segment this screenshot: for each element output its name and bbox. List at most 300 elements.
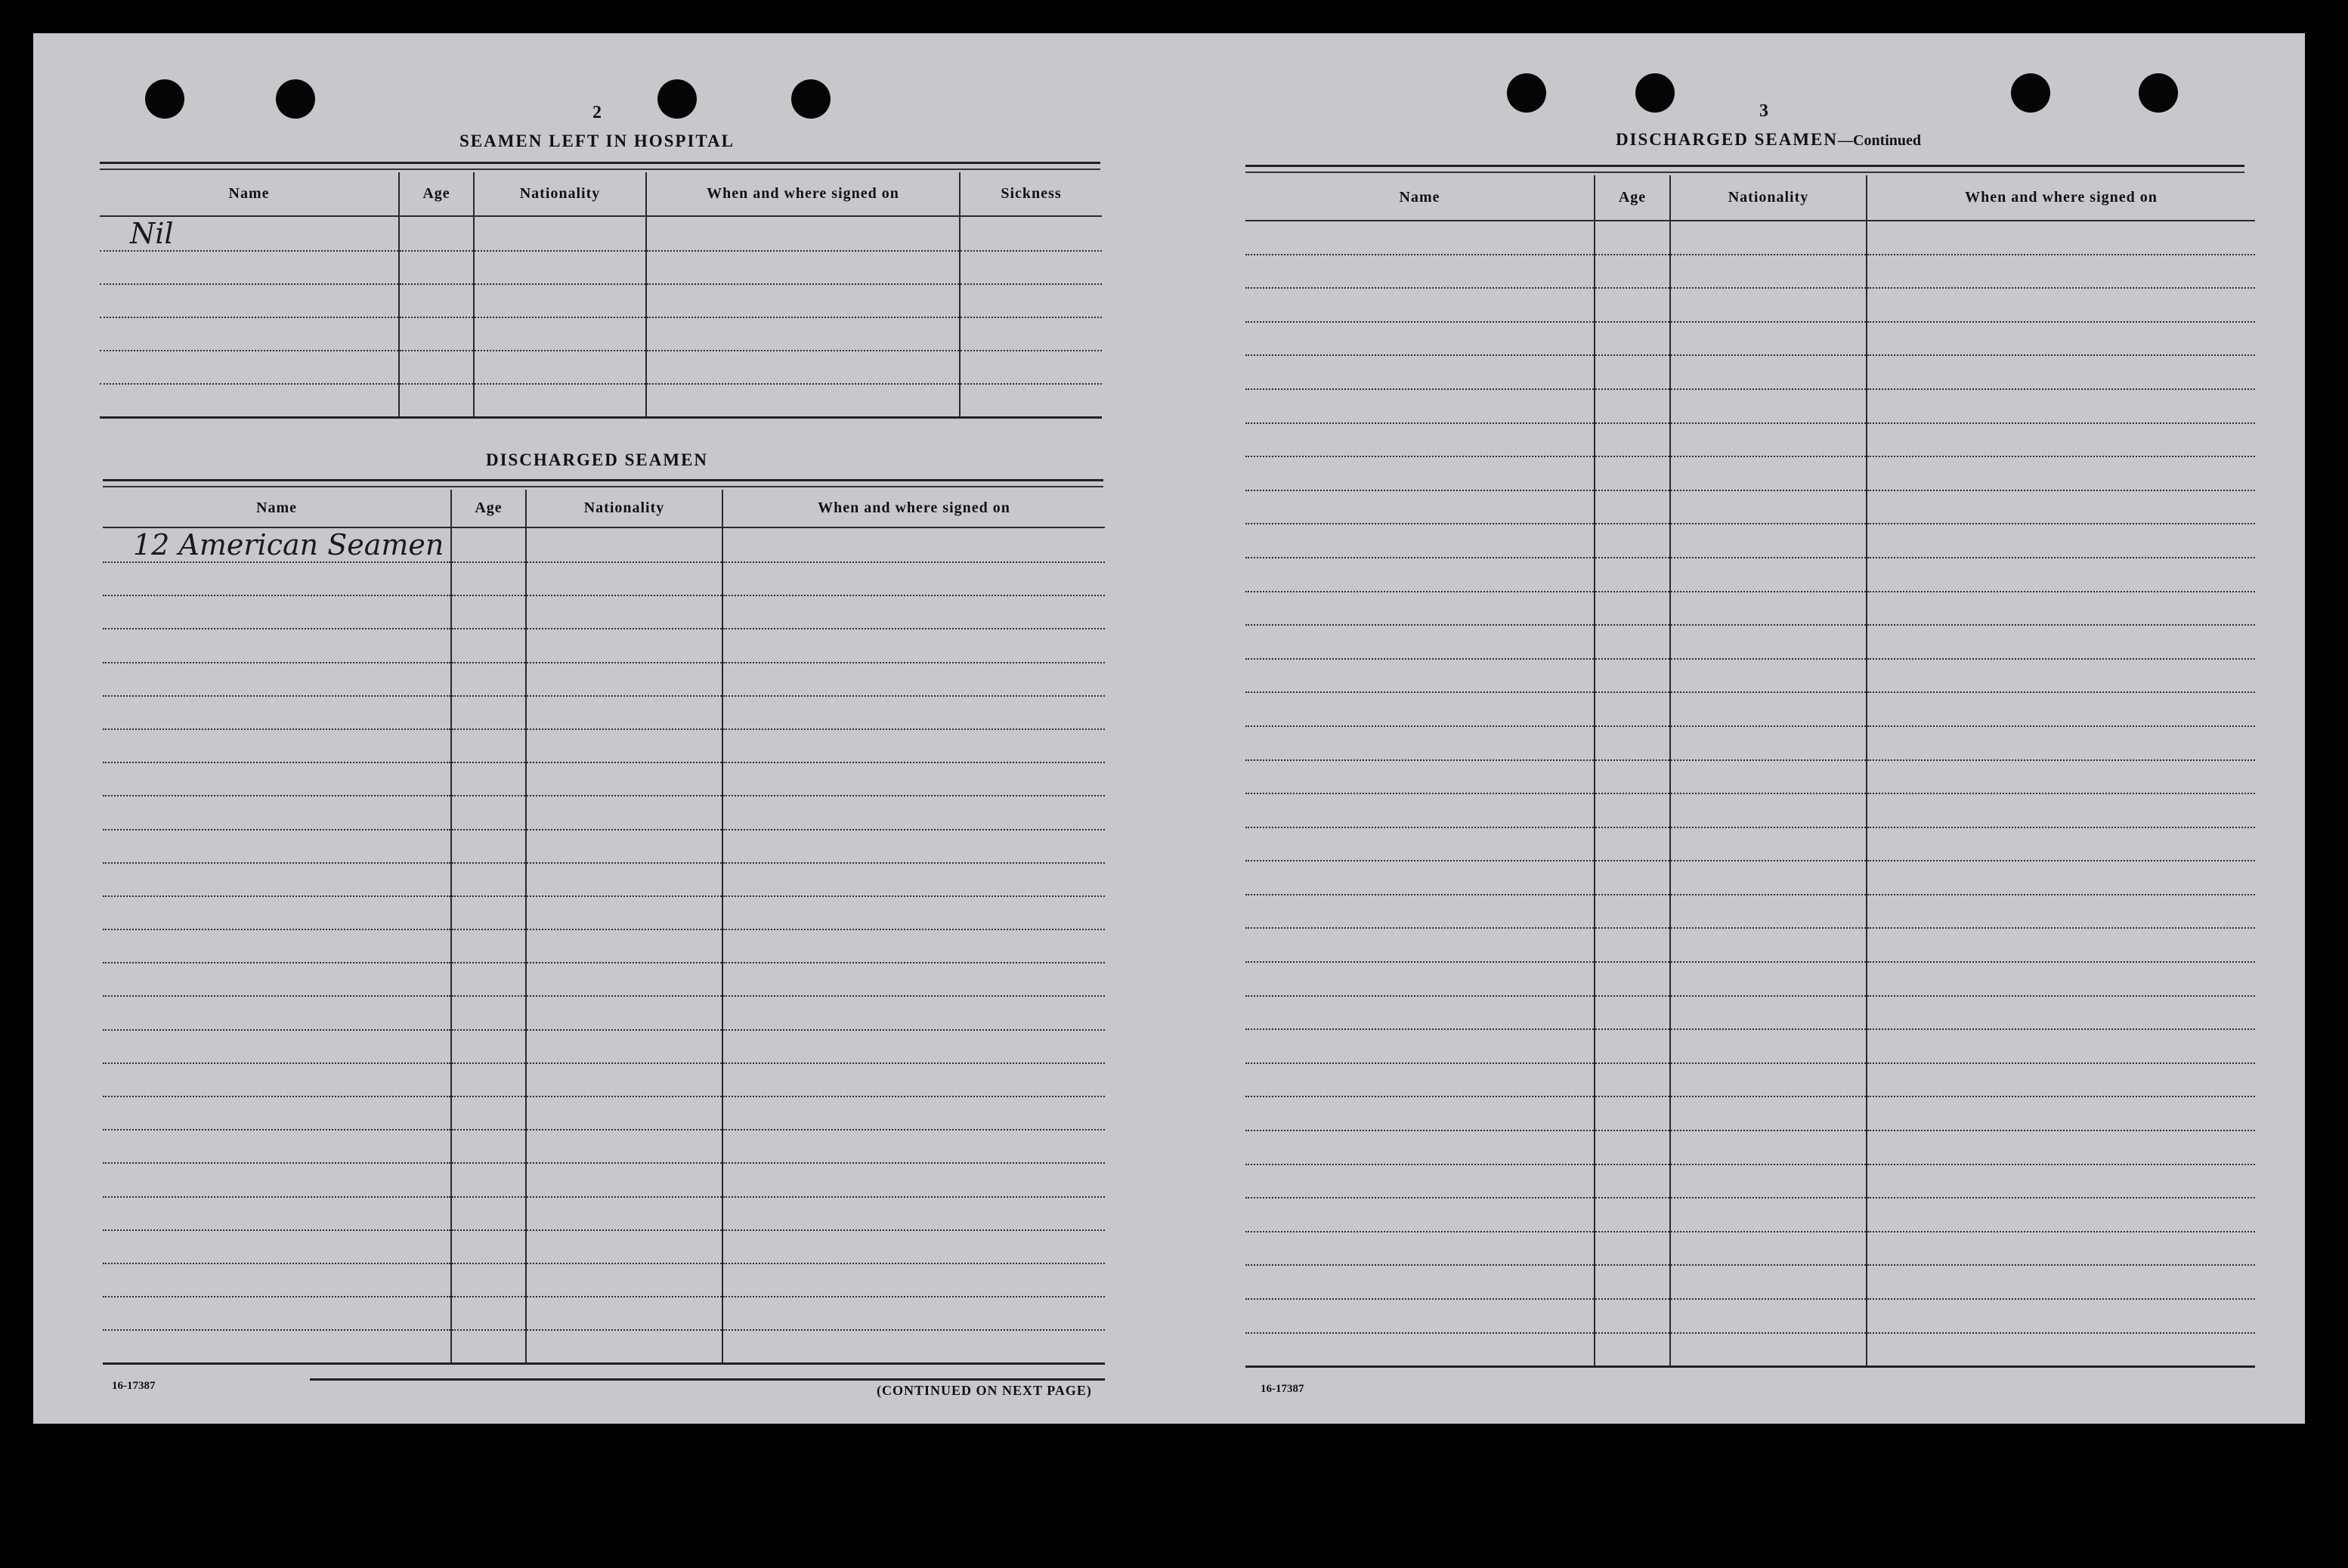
age-cell <box>451 1063 526 1096</box>
age-cell <box>451 1163 526 1196</box>
sickness-cell <box>960 317 1102 351</box>
age-cell <box>1595 524 1670 558</box>
discharged-continued-table <box>1245 175 2255 1368</box>
when-and-where-signed-on-cell <box>646 251 960 284</box>
nationality-cell <box>1670 524 1867 558</box>
table-row <box>103 1063 1105 1096</box>
nationality-cell <box>474 384 646 417</box>
nationality-cell <box>1670 895 1867 929</box>
age-cell <box>1595 389 1670 423</box>
column-header-age: Age <box>451 490 526 527</box>
age-cell <box>399 284 474 317</box>
nationality-cell <box>1670 255 1867 289</box>
sickness-cell <box>960 384 1102 417</box>
when-and-where-signed-on-cell <box>1867 996 2255 1030</box>
table-row <box>1245 1333 2255 1367</box>
table-row <box>103 696 1105 729</box>
sickness-cell <box>960 216 1102 251</box>
table-row <box>103 830 1105 863</box>
name-cell <box>1245 558 1595 592</box>
table-row <box>1245 490 2255 524</box>
age-cell <box>451 562 526 595</box>
age-cell <box>399 351 474 384</box>
when-and-where-signed-on-cell <box>1867 592 2255 626</box>
name-cell <box>1245 827 1595 861</box>
table-row <box>103 1263 1105 1297</box>
nationality-cell <box>1670 1198 1867 1232</box>
when-and-where-signed-on-cell <box>722 562 1105 595</box>
when-and-where-signed-on-cell <box>722 1163 1105 1196</box>
age-cell <box>451 629 526 662</box>
name-cell <box>103 1063 451 1096</box>
age-cell <box>451 863 526 896</box>
name-cell <box>100 284 399 317</box>
age-cell <box>1595 423 1670 457</box>
when-and-where-signed-on-cell <box>1867 389 2255 423</box>
nationality-cell <box>526 762 722 796</box>
table-row <box>1245 1063 2255 1097</box>
nationality-cell <box>526 1163 722 1196</box>
table-row <box>1245 996 2255 1030</box>
when-and-where-signed-on-cell <box>722 595 1105 629</box>
when-and-where-signed-on-cell <box>1867 726 2255 760</box>
nationality-cell <box>526 1063 722 1096</box>
age-cell <box>451 729 526 762</box>
when-and-where-signed-on-cell <box>722 1063 1105 1096</box>
name-cell <box>1245 659 1595 693</box>
name-cell <box>103 896 451 929</box>
when-and-where-signed-on-cell <box>722 1263 1105 1297</box>
page-number: 3 <box>1759 101 1768 121</box>
nationality-cell <box>1670 760 1867 794</box>
when-and-where-signed-on-cell <box>1867 928 2255 962</box>
table-row <box>103 629 1105 662</box>
table-row <box>100 216 1102 251</box>
age-cell <box>451 896 526 929</box>
name-cell <box>1245 793 1595 827</box>
when-and-where-signed-on-cell <box>1867 1096 2255 1130</box>
table-row <box>1245 726 2255 760</box>
nationality-cell <box>474 284 646 317</box>
when-and-where-signed-on-cell <box>722 796 1105 829</box>
age-cell <box>1595 895 1670 929</box>
discharged-table <box>103 490 1105 1365</box>
table-row <box>1245 1232 2255 1266</box>
when-and-where-signed-on-cell <box>1867 1299 2255 1333</box>
age-cell <box>451 1230 526 1263</box>
nationality-cell <box>474 317 646 351</box>
table-row <box>103 1030 1105 1063</box>
continued-suffix: —Continued <box>1838 132 1922 149</box>
name-cell <box>1245 1265 1595 1299</box>
nationality-cell <box>526 527 722 562</box>
nationality-cell <box>526 996 722 1029</box>
nationality-cell <box>526 629 722 662</box>
nationality-cell <box>1670 490 1867 524</box>
table-row <box>103 1163 1105 1196</box>
age-cell <box>451 762 526 796</box>
when-and-where-signed-on-cell <box>1867 895 2255 929</box>
when-and-where-signed-on-cell <box>722 1130 1105 1163</box>
when-and-where-signed-on-cell <box>1867 524 2255 558</box>
table-row <box>1245 389 2255 423</box>
age-cell <box>1595 355 1670 389</box>
when-and-where-signed-on-cell <box>722 663 1105 696</box>
name-cell <box>1245 895 1595 929</box>
punch-hole <box>2011 73 2050 113</box>
column-header-nationality: Nationality <box>526 490 722 527</box>
age-cell <box>1595 861 1670 895</box>
nationality-cell <box>1670 962 1867 996</box>
nationality-cell <box>526 1330 722 1363</box>
name-cell <box>1245 1096 1595 1130</box>
age-cell <box>451 1263 526 1297</box>
table-row <box>1245 1198 2255 1232</box>
age-cell <box>451 1297 526 1330</box>
when-and-where-signed-on-cell <box>722 896 1105 929</box>
when-and-where-signed-on-cell <box>1867 1130 2255 1164</box>
table-row <box>103 663 1105 696</box>
table-row <box>1245 456 2255 490</box>
table-row <box>100 384 1102 417</box>
nationality-cell <box>1670 423 1867 457</box>
nationality-cell <box>1670 1063 1867 1097</box>
name-cell <box>1245 255 1595 289</box>
when-and-where-signed-on-cell <box>722 929 1105 963</box>
name-cell <box>103 830 451 863</box>
age-cell <box>399 384 474 417</box>
when-and-where-signed-on-cell <box>1867 861 2255 895</box>
name-cell <box>103 1163 451 1196</box>
nationality-cell <box>526 1096 722 1130</box>
table-row <box>1245 1265 2255 1299</box>
when-and-where-signed-on-cell <box>722 963 1105 996</box>
age-cell <box>451 696 526 729</box>
punch-hole <box>145 79 184 119</box>
nationality-cell <box>1670 389 1867 423</box>
name-cell: Nil <box>100 216 399 251</box>
table-row <box>1245 659 2255 693</box>
name-cell <box>1245 861 1595 895</box>
when-and-where-signed-on-cell <box>1867 322 2255 356</box>
name-cell <box>1245 490 1595 524</box>
age-cell <box>1595 625 1670 659</box>
nationality-cell <box>526 796 722 829</box>
age-cell <box>1595 558 1670 592</box>
when-and-where-signed-on-cell <box>1867 827 2255 861</box>
age-cell <box>451 595 526 629</box>
punch-hole <box>657 79 697 119</box>
name-cell <box>103 1030 451 1063</box>
nationality-cell <box>1670 1096 1867 1130</box>
name-cell <box>1245 1130 1595 1164</box>
table-row <box>103 762 1105 796</box>
sickness-cell <box>960 251 1102 284</box>
when-and-where-signed-on-cell <box>1867 793 2255 827</box>
name-cell <box>1245 524 1595 558</box>
punch-hole <box>1635 73 1675 113</box>
when-and-where-signed-on-cell <box>1867 962 2255 996</box>
name-cell <box>1245 355 1595 389</box>
age-cell <box>451 663 526 696</box>
nationality-cell <box>1670 1299 1867 1333</box>
table-row <box>1245 423 2255 457</box>
nationality-cell <box>526 1297 722 1330</box>
name-cell <box>1245 221 1595 255</box>
table-row <box>103 896 1105 929</box>
age-cell <box>1595 592 1670 626</box>
name-cell <box>1245 1299 1595 1333</box>
when-and-where-signed-on-cell <box>1867 355 2255 389</box>
name-cell <box>1245 288 1595 322</box>
when-and-where-signed-on-cell <box>646 284 960 317</box>
column-header-sickness: Sickness <box>960 172 1102 216</box>
table-row <box>103 1197 1105 1230</box>
age-cell <box>1595 1029 1670 1063</box>
nationality-cell <box>1670 221 1867 255</box>
age-cell <box>451 796 526 829</box>
nationality-cell <box>1670 592 1867 626</box>
when-and-where-signed-on-cell <box>1867 1063 2255 1097</box>
age-cell <box>451 996 526 1029</box>
table-row <box>1245 928 2255 962</box>
nationality-cell <box>1670 928 1867 962</box>
name-cell <box>103 996 451 1029</box>
when-and-where-signed-on-cell <box>1867 221 2255 255</box>
nationality-cell <box>1670 1265 1867 1299</box>
name-cell <box>103 1230 451 1263</box>
section-rule <box>103 479 1103 487</box>
age-cell <box>1595 726 1670 760</box>
age-cell <box>1595 1130 1670 1164</box>
when-and-where-signed-on-cell <box>1867 558 2255 592</box>
nationality-cell <box>526 863 722 896</box>
table-row <box>1245 1096 2255 1130</box>
table-row <box>1245 793 2255 827</box>
age-cell <box>451 929 526 963</box>
column-header-age: Age <box>399 172 474 216</box>
table-row <box>100 317 1102 351</box>
name-cell <box>103 863 451 896</box>
punch-hole <box>276 79 315 119</box>
nationality-cell <box>1670 861 1867 895</box>
age-cell <box>451 963 526 996</box>
name-cell <box>100 317 399 351</box>
nationality-cell <box>1670 1130 1867 1164</box>
sickness-cell <box>960 284 1102 317</box>
nationality-cell <box>1670 355 1867 389</box>
nationality-cell <box>526 929 722 963</box>
age-cell <box>1595 456 1670 490</box>
nationality-cell <box>1670 322 1867 356</box>
table-row <box>1245 255 2255 289</box>
column-header-nationality: Nationality <box>1670 175 1867 221</box>
name-cell <box>1245 928 1595 962</box>
bottom-rule <box>310 1378 1105 1381</box>
when-and-where-signed-on-cell <box>722 729 1105 762</box>
when-and-where-signed-on-cell <box>722 830 1105 863</box>
nationality-cell <box>526 562 722 595</box>
nationality-cell <box>1670 996 1867 1030</box>
when-and-where-signed-on-cell <box>722 762 1105 796</box>
when-and-where-signed-on-cell <box>1867 288 2255 322</box>
name-cell <box>103 1330 451 1363</box>
age-cell <box>451 527 526 562</box>
age-cell <box>399 317 474 351</box>
nationality-cell <box>526 1263 722 1297</box>
age-cell <box>1595 221 1670 255</box>
name-cell <box>1245 423 1595 457</box>
age-cell <box>1595 827 1670 861</box>
name-cell <box>103 1197 451 1230</box>
name-cell <box>100 251 399 284</box>
name-cell <box>103 1096 451 1130</box>
table-row <box>103 1230 1105 1263</box>
name-cell <box>103 929 451 963</box>
table-row <box>1245 861 2255 895</box>
name-cell <box>100 351 399 384</box>
name-cell <box>103 762 451 796</box>
name-cell <box>103 1263 451 1297</box>
table-row <box>103 963 1105 996</box>
when-and-where-signed-on-cell <box>722 1197 1105 1230</box>
when-and-where-signed-on-cell <box>1867 1333 2255 1367</box>
section-rule <box>1245 165 2244 173</box>
age-cell <box>1595 962 1670 996</box>
name-cell <box>1245 625 1595 659</box>
name-cell <box>1245 1164 1595 1198</box>
nationality-cell <box>1670 726 1867 760</box>
page-number: 2 <box>592 103 602 122</box>
nationality-cell <box>526 1030 722 1063</box>
punch-hole <box>1507 73 1546 113</box>
age-cell <box>1595 1198 1670 1232</box>
continued-note: (CONTINUED ON NEXT PAGE) <box>877 1383 1092 1398</box>
name-cell <box>1245 726 1595 760</box>
when-and-where-signed-on-cell <box>1867 1198 2255 1232</box>
name-cell <box>1245 962 1595 996</box>
nationality-cell <box>1670 456 1867 490</box>
when-and-where-signed-on-cell <box>646 317 960 351</box>
name-cell <box>1245 592 1595 626</box>
name-cell <box>103 729 451 762</box>
age-cell <box>1595 692 1670 726</box>
table-row <box>103 996 1105 1029</box>
form-number: 16-17387 <box>112 1380 156 1392</box>
nationality-cell <box>1670 659 1867 693</box>
nationality-cell <box>474 216 646 251</box>
age-cell <box>1595 1063 1670 1097</box>
age-cell <box>399 216 474 251</box>
when-and-where-signed-on-cell <box>1867 1164 2255 1198</box>
table-row <box>103 1130 1105 1163</box>
when-and-where-signed-on-cell <box>1867 760 2255 794</box>
name-cell <box>1245 389 1595 423</box>
nationality-cell <box>1670 692 1867 726</box>
nationality-cell <box>1670 625 1867 659</box>
name-cell <box>103 796 451 829</box>
when-and-where-signed-on-cell <box>722 1330 1105 1363</box>
sickness-cell <box>960 351 1102 384</box>
when-and-where-signed-on-cell <box>722 1230 1105 1263</box>
nationality-cell <box>526 663 722 696</box>
age-cell <box>1595 1333 1670 1367</box>
when-and-where-signed-on-cell <box>722 996 1105 1029</box>
table-row <box>103 1330 1105 1363</box>
age-cell <box>1595 793 1670 827</box>
age-cell <box>1595 659 1670 693</box>
name-cell <box>103 595 451 629</box>
name-cell <box>1245 322 1595 356</box>
when-and-where-signed-on-cell <box>1867 423 2255 457</box>
age-cell <box>451 1197 526 1230</box>
table-row <box>103 562 1105 595</box>
age-cell <box>1595 1096 1670 1130</box>
table-row <box>103 1297 1105 1330</box>
continued-header-row <box>1245 175 2255 221</box>
table-row <box>1245 1029 2255 1063</box>
nationality-cell <box>526 595 722 629</box>
name-cell <box>1245 456 1595 490</box>
nationality-cell <box>526 1230 722 1263</box>
punch-hole <box>791 79 831 119</box>
hospital-section-title: SEAMEN LEFT IN HOSPITAL <box>459 131 735 150</box>
table-row <box>1245 962 2255 996</box>
table-row <box>1245 592 2255 626</box>
table-row <box>1245 355 2255 389</box>
column-header-name: Name <box>100 172 399 216</box>
discharged-header-row <box>103 490 1105 527</box>
column-header-name: Name <box>103 490 451 527</box>
name-cell <box>1245 760 1595 794</box>
when-and-where-signed-on-cell <box>1867 490 2255 524</box>
when-and-where-signed-on-cell <box>722 629 1105 662</box>
when-and-where-signed-on-cell <box>722 1030 1105 1063</box>
age-cell <box>1595 1265 1670 1299</box>
nationality-cell <box>526 830 722 863</box>
when-and-where-signed-on-cell <box>646 351 960 384</box>
table-row <box>103 595 1105 629</box>
when-and-where-signed-on-cell <box>646 384 960 417</box>
table-row <box>100 251 1102 284</box>
table-row <box>1245 1164 2255 1198</box>
nationality-cell <box>526 1197 722 1230</box>
name-cell <box>103 629 451 662</box>
when-and-where-signed-on-cell <box>1867 692 2255 726</box>
when-and-where-signed-on-cell <box>1867 1029 2255 1063</box>
nationality-cell <box>526 1130 722 1163</box>
name-cell <box>100 384 399 417</box>
name-cell <box>103 663 451 696</box>
nationality-cell <box>1670 288 1867 322</box>
column-header-when-and-where-signed-on: When and where signed on <box>722 490 1105 527</box>
age-cell <box>1595 996 1670 1030</box>
name-cell <box>1245 996 1595 1030</box>
when-and-where-signed-on-cell <box>722 696 1105 729</box>
nationality-cell <box>1670 793 1867 827</box>
age-cell <box>399 251 474 284</box>
table-row <box>1245 558 2255 592</box>
nationality-cell <box>1670 1333 1867 1367</box>
nationality-cell <box>526 729 722 762</box>
when-and-where-signed-on-cell <box>722 1096 1105 1130</box>
age-cell <box>1595 1164 1670 1198</box>
table-row <box>1245 288 2255 322</box>
table-row <box>100 284 1102 317</box>
nationality-cell <box>1670 827 1867 861</box>
name-cell <box>1245 1333 1595 1367</box>
age-cell <box>1595 322 1670 356</box>
